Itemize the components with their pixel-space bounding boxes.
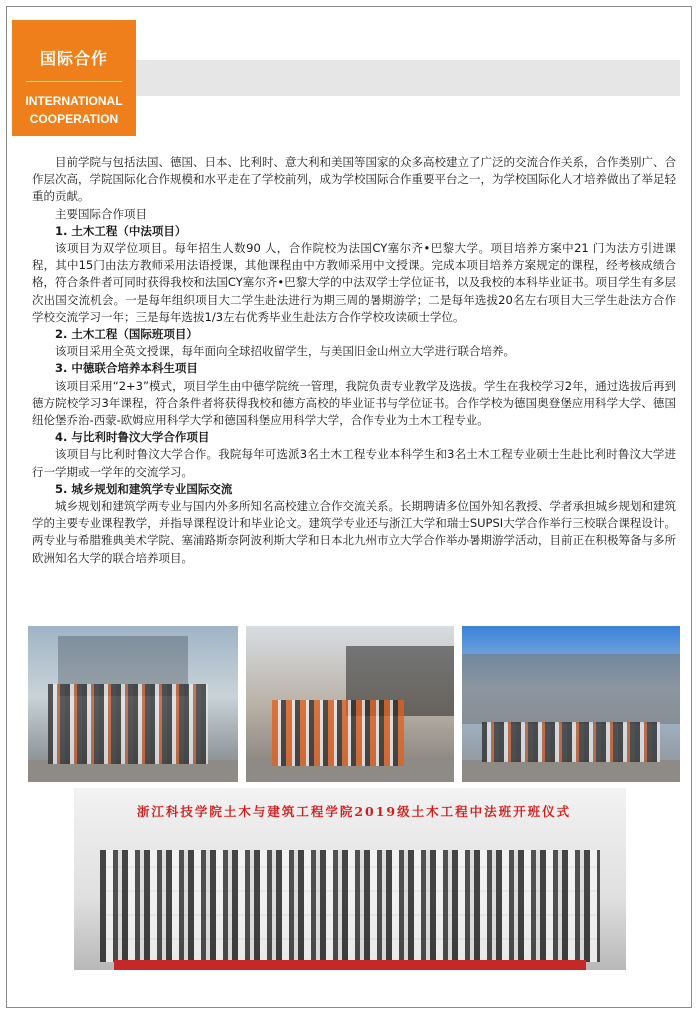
- main-content: [32, 154, 676, 567]
- photo-strip: [28, 626, 680, 782]
- project-body: 该项目与比利时鲁汶大学合作。我院每年可选派3名土木工程专业本科学生和3名土木工程专业硕士生赴比利时鲁汶大学进行一学期或一学年的交流学习。: [32, 447, 676, 479]
- ceremony-banner-text: 浙江科技学院土木与建筑工程学院2019级土木工程中法班开班仪式: [136, 804, 572, 819]
- ground-shape: [462, 760, 680, 782]
- badge-divider: [26, 81, 122, 82]
- intro-paragraph: 目前学院与包括法国、德国、日本、比利时、意大利和美国等国家的众多高校建立了广泛的交流合作关系，合作类别广、合作层次高，学院国际化合作规模和水平走在了学校前列，成为学校国际合作重要平台之一，为学校国际化人才培养做出了举足轻重的贡献。: [32, 155, 676, 204]
- opening-ceremony-group-photo: [74, 788, 626, 970]
- section-badge: [12, 20, 136, 136]
- projects-title: 主要国际合作项目: [55, 206, 147, 221]
- construction-site-visit-photo: [246, 626, 454, 782]
- campus-group-photo: [462, 626, 680, 782]
- project-body: 该项目为双学位项目。每年招生人数90 人，合作院校为法国CY塞尔齐•巴黎大学。项目培养方案中21 门为法方引进课程，其中15门由法方教师采用法语授课，其他课程由中方教师采用中文授课。完成本项目培养方案规定的课程，经考核成绩合格，符合条件者可同时获得我校和法国CY塞尔齐•巴黎大学的中法双学士学位证书，以及我校的本科毕业证书。项目学生有多层次出国交流机会。一是每年组织项目大二学生赴法进行为期三周的暑期游学；二是每年选拔20名左右项目大三学生赴法方合作学校交流学习一年；三是每年选拔1/3左右优秀毕业生赴法方合作学校攻读硕士学位。: [32, 241, 676, 324]
- project-heading: 5. 城乡规划和建筑学专业国际交流: [55, 481, 233, 496]
- project-body: 城乡规划和建筑学两专业与国内外多所知名高校建立合作交流关系。长期聘请多位国外知名教授、学者承担城乡规划和建筑学的主要专业课程教学，并指导课程设计和毕业论文。建筑学专业还与浙江大学和瑞士SUPSI大学合作举行三校联合课程设计。两专业与希腊雅典美术学院、塞浦路斯奈阿波利斯大学和日本北九州市立大学合作举办暑期游学活动，目前正在积极筹备与多所欧洲知名大学的联合培养项目。: [32, 499, 676, 565]
- project-heading: 4. 与比利时鲁汶大学合作项目: [55, 430, 210, 445]
- project-heading: 1. 土木工程（中法项目）: [55, 223, 187, 238]
- section-title-en-line2: COOPERATION: [29, 112, 119, 126]
- project-heading: 3. 中德联合培养本科生项目: [55, 361, 198, 376]
- project-body: 该项目采用“2+3”模式，项目学生由中德学院统一管理，我院负责专业教学及选拔。学生在我校学习2年，通过选拔后再到德方院校学习3年课程，符合条件者将获得我校和德方高校的毕业证书与学位证书。合作学校为德国奥登堡应用科学大学、德国纽伦堡乔治-西蒙-欧姆应用科学大学和德国科堡应用科学大学，合作专业为土木工程专业。: [32, 378, 676, 428]
- students-with-certificates-photo: [28, 626, 238, 782]
- project-heading: 2. 土木工程（国际班项目）: [55, 327, 198, 342]
- crowd-shape: [482, 722, 660, 762]
- section-title-en-line1: INTERNATIONAL: [25, 94, 123, 108]
- crowd-shape: [272, 700, 404, 766]
- header-bar: [134, 60, 680, 96]
- crowd-shape: [48, 684, 208, 764]
- red-steps-shape: [114, 960, 586, 970]
- group-rows-shape: [100, 850, 600, 962]
- project-body: 该项目采用全英文授课，每年面向全球招收留学生，与美国旧金山州立大学进行联合培养。: [55, 344, 515, 359]
- building-shape: [462, 654, 680, 724]
- section-title-cn: 国际合作: [39, 49, 108, 68]
